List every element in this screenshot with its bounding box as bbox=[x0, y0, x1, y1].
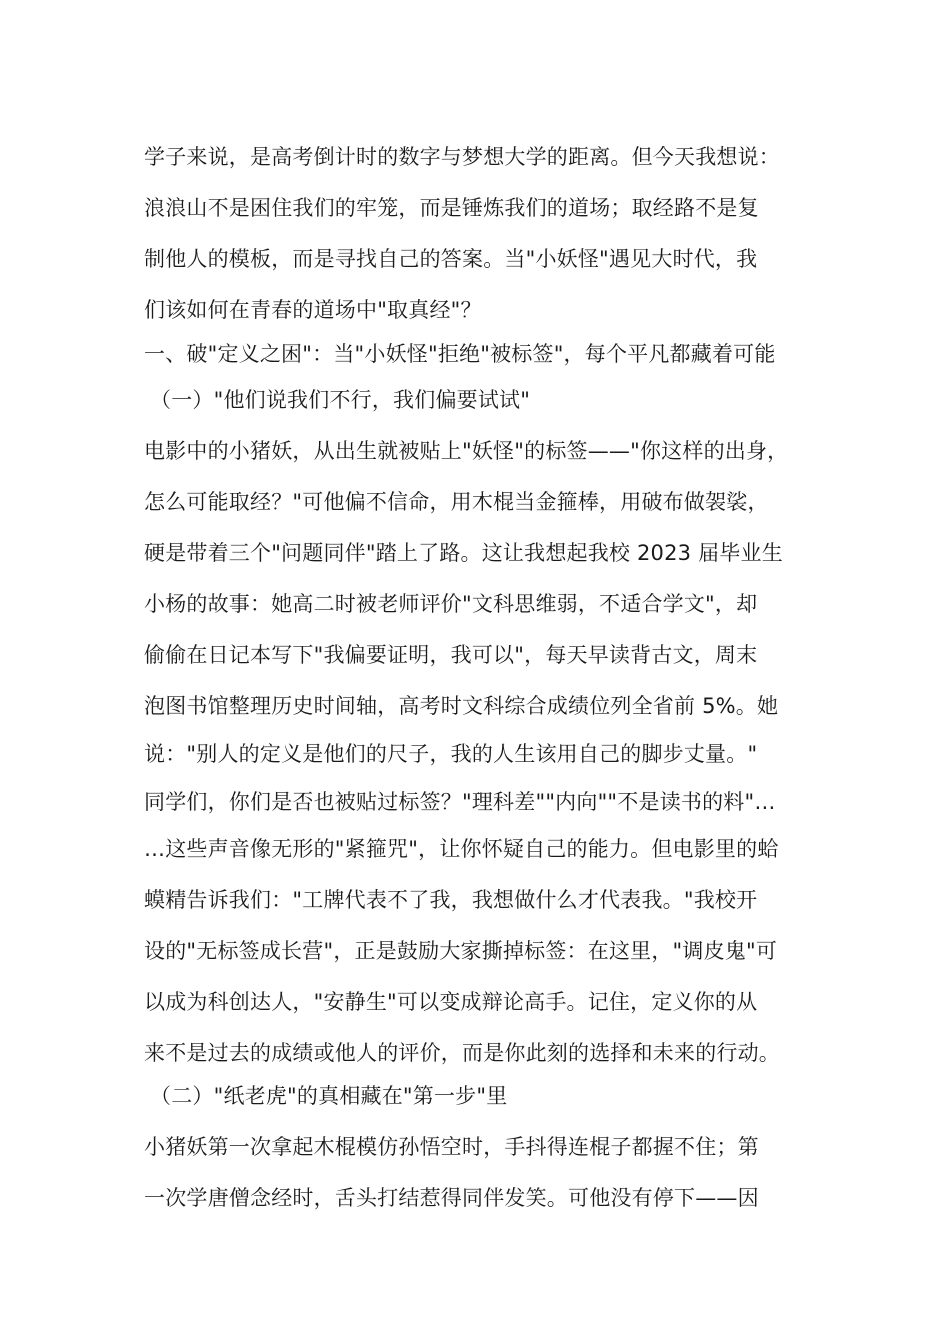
paragraph-line: 来不是过去的成绩或他人的评价，而是你此刻的选择和未来的行动。 bbox=[144, 1041, 780, 1065]
section-heading: 一、破"定义之困"：当"小妖怪"拒绝"被标签"，每个平凡都藏着可能 bbox=[144, 342, 776, 366]
paragraph-line: 小杨的故事：她高二时被老师评价"文科思维弱，不适合学文"，却 bbox=[144, 592, 758, 616]
paragraph-line: 小猪妖第一次拿起木棍模仿孙悟空时，手抖得连棍子都握不住；第 bbox=[144, 1135, 759, 1159]
paragraph-line: …这些声音像无形的"紧箍咒"，让你怀疑自己的能力。但电影里的蛤 bbox=[144, 837, 779, 861]
paragraph-line: 电影中的小猪妖，从出生就被贴上"妖怪"的标签——"你这样的出身， bbox=[144, 439, 789, 463]
paragraph-line: 一次学唐僧念经时，舌头打结惹得同伴发笑。可他没有停下——因 bbox=[144, 1186, 759, 1210]
paragraph-line: 说："别人的定义是他们的尺子，我的人生该用自己的脚步丈量。" bbox=[144, 742, 758, 766]
subsection-heading: （一）"他们说我们不行，我们偏要试试" bbox=[150, 388, 531, 412]
paragraph-line: 设的"无标签成长营"，正是鼓励大家撕掉标签：在这里，"调皮鬼"可 bbox=[144, 939, 778, 963]
paragraph-line: 浪浪山不是困住我们的牢笼，而是锤炼我们的道场；取经路不是复 bbox=[144, 196, 759, 220]
paragraph-line: 怎么可能取经？"可他偏不信命，用木棍当金箍棒，用破布做袈裟， bbox=[144, 490, 769, 514]
paragraph-line: 同学们，你们是否也被贴过标签？"理科差""内向""不是读书的料"… bbox=[144, 790, 776, 814]
paragraph-line: 硬是带着三个"问题同伴"踏上了路。这让我想起我校 2023 届毕业生 bbox=[144, 541, 783, 565]
paragraph-line: 制他人的模板，而是寻找自己的答案。当"小妖怪"遇见大时代，我 bbox=[144, 247, 758, 271]
paragraph-line: 以成为科创达人，"安静生"可以变成辩论高手。记住，定义你的从 bbox=[144, 990, 758, 1014]
paragraph-line: 学子来说，是高考倒计时的数字与梦想大学的距离。但今天我想说： bbox=[144, 145, 780, 169]
paragraph-line: 偷偷在日记本写下"我偏要证明，我可以"，每天早读背古文，周末 bbox=[144, 643, 758, 667]
paragraph-line: 蟆精告诉我们："工牌代表不了我，我想做什么才代表我。"我校开 bbox=[144, 888, 758, 912]
paragraph-line: 们该如何在青春的道场中"取真经"？ bbox=[144, 298, 482, 322]
subsection-heading: （二）"纸老虎"的真相藏在"第一步"里 bbox=[150, 1084, 508, 1108]
paragraph-line: 泡图书馆整理历史时间轴，高考时文科综合成绩位列全省前 5%。她 bbox=[144, 694, 779, 718]
